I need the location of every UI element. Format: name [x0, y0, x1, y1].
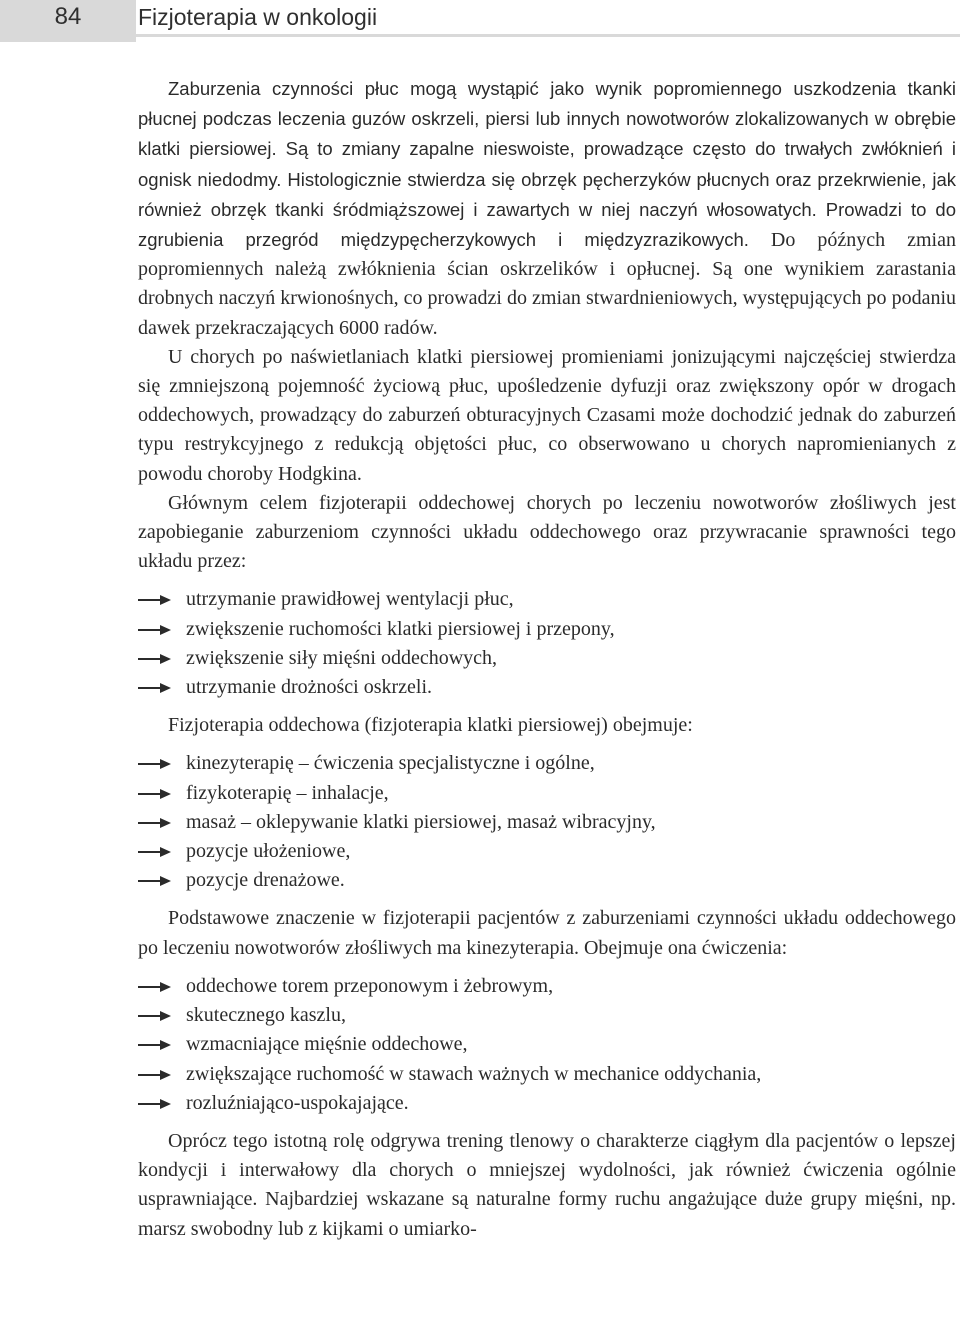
- paragraph-kinesitherapy: Podstawowe znaczenie w fizjoterapii pacjentów z zaburzeniami czynności układu oddechowego po leczeniu nowotworów złośliwych ma kinezyterapia. Obejmuje ona ćwiczenia:: [138, 907, 956, 959]
- arrow-bullet-icon: [138, 1001, 172, 1030]
- list-item: skutecznego kaszlu,: [138, 1001, 956, 1030]
- arrow-bullet-icon: [138, 1030, 172, 1059]
- paragraph-physio-intro: Fizjoterapia oddechowa (fizjoterapia klatki piersiowej) obejmuje:: [168, 714, 693, 737]
- arrow-bullet-icon: [138, 972, 172, 1001]
- paragraph-radiation-damage-serif: Do późnych zmian popromiennych należą zwłóknienia ścian oskrzelików i opłucnej. Są one wynikiem zarastania drobnych naczyń krwionośnych, co prowadzi do zmian stwardnieniowych, występujących po podaniu dawek przekraczających 6000 radów.: [138, 229, 956, 339]
- spacer: [138, 576, 956, 585]
- list-item: zwiększające ruchomość w stawach ważnych w mechanice oddychania,: [138, 1060, 956, 1089]
- page-header: [0, 0, 960, 44]
- list-item: utrzymanie prawidłowej wentylacji płuc,: [138, 585, 956, 614]
- arrow-bullet-icon: [138, 866, 172, 895]
- page-body: [138, 74, 956, 1244]
- header-rule: [0, 34, 960, 37]
- goals-list: [138, 585, 956, 702]
- paragraph-goals-intro: Głównym celem fizjoterapii oddechowej chorych po leczeniu nowotworów złośliwych jest zapobieganie zaburzeniom czynności układu oddechowego oraz przywracanie sprawności tego układu przez:: [138, 491, 956, 573]
- header-rule-tab: [0, 34, 136, 42]
- list-item: pozycje ułożeniowe,: [138, 837, 956, 866]
- list-item: rozluźniająco-uspokajające.: [138, 1089, 956, 1118]
- spacer: [138, 895, 956, 904]
- arrow-bullet-icon: [138, 1089, 172, 1118]
- list-item: fizykoterapię – inhalacje,: [138, 779, 956, 808]
- spacer: [138, 963, 956, 972]
- arrow-bullet-icon: [138, 673, 172, 702]
- exercises-list: [138, 972, 956, 1118]
- list-item: pozycje drenażowe.: [138, 866, 956, 895]
- running-title: Fizjoterapia w onkologii: [138, 4, 378, 30]
- list-item: utrzymanie drożności oskrzeli.: [138, 673, 956, 702]
- physio-list: [138, 749, 956, 895]
- arrow-bullet-icon: [138, 585, 172, 614]
- list-item: kinezyterapię – ćwiczenia specjalistyczne i ogólne,: [138, 749, 956, 778]
- list-item: oddechowe torem przeponowym i żebrowym,: [138, 972, 956, 1001]
- paragraph-radiation-damage: [138, 74, 956, 343]
- list-item: wzmacniające mięśnie oddechowe,: [138, 1030, 956, 1059]
- arrow-bullet-icon: [138, 837, 172, 866]
- arrow-bullet-icon: [138, 644, 172, 673]
- spacer: [138, 702, 956, 711]
- paragraph-radiation-damage-sans: Zaburzenia czynności płuc mogą wystąpić jako wynik popromiennego uszkodzenia tkanki płucnej podczas leczenia guzów oskrzeli, piersi lub innych nowotworów zlokalizowanych w obrębie klatki piersiowej. Są to zmiany zapalne nieswoiste, prowadzące często do trwałych zwłóknień i ognisk niedodmy. Histologicznie stwierdza się obrzęk pęcherzyków płucnych oraz przekrwienie, jak również obrzęk tkanki śródmiąższowej i zawartych w niej naczyń włosowatych. Prowadzi to do zgrubienia przegród międzypęcherzykowych i międzyzrazikowych.: [138, 78, 956, 251]
- arrow-bullet-icon: [138, 749, 172, 778]
- arrow-bullet-icon: [138, 808, 172, 837]
- arrow-bullet-icon: [138, 1060, 172, 1089]
- arrow-bullet-icon: [138, 615, 172, 644]
- arrow-bullet-icon: [138, 779, 172, 808]
- list-item: masaż – oklepywanie klatki piersiowej, masaż wibracyjny,: [138, 808, 956, 837]
- list-item: zwiększenie siły mięśni oddechowych,: [138, 644, 956, 673]
- spacer: [138, 740, 956, 749]
- paragraph-aerobic-training: Oprócz tego istotną rolę odgrywa trening tlenowy o charakterze ciągłym dla pacjentów o lepszej kondycji i interwałowy dla chorych o mniejszej wydolności, jak również ćwiczenia ogólnie usprawniające. Najbardziej wskazane są naturalne formy ruchu angażujące duże grupy mięśni, np. marsz swobodny lub z kijkami o umiarko-: [138, 1129, 956, 1240]
- list-item: zwiększenie ruchomości klatki piersiowej i przepony,: [138, 615, 956, 644]
- spacer: [138, 1118, 956, 1127]
- page-number: 84: [0, 0, 136, 34]
- paragraph-symptoms: U chorych po naświetlaniach klatki piersiowej promieniami jonizującymi najczęściej stwierdza się zmniejszoną pojemność życiową płuc, upośledzenie dyfuzji oraz zwiększony opór w drogach oddechowych, prowadzący do zaburzeń obturacyjnych Czasami może dochodzić jednak do zaburzeń typu restrykcyjnego z redukcją objętości płuc, co obserwowano u chorych napromienianych z powodu choroby Hodgkina.: [138, 345, 956, 485]
